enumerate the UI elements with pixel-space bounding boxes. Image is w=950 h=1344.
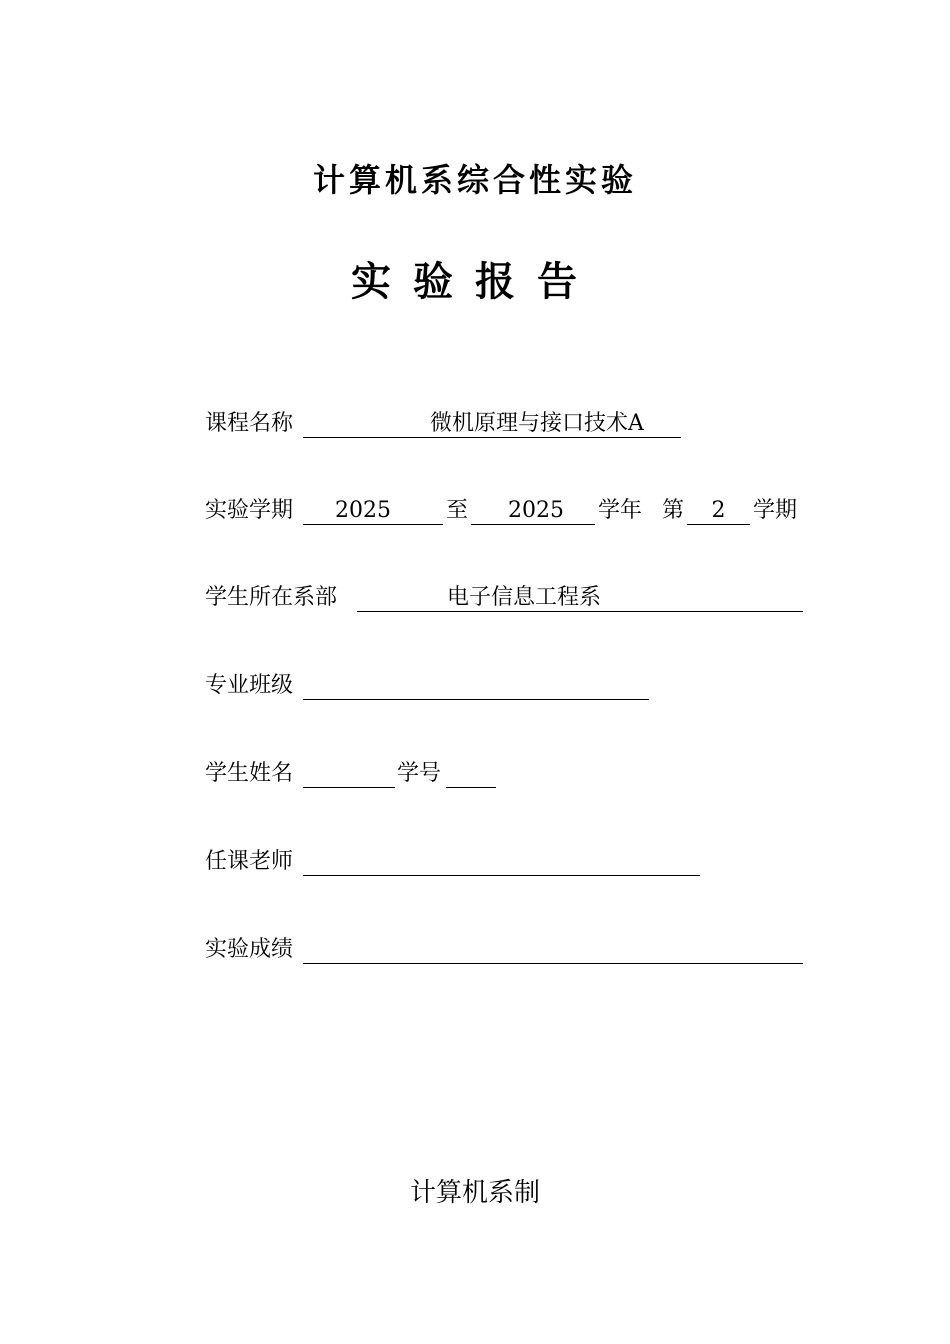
term-number-value: 2	[711, 498, 726, 523]
student-name-label: 学生姓名	[205, 761, 294, 786]
term-suffix-label: 学期	[753, 498, 798, 523]
class-row	[205, 670, 805, 702]
class-underline	[303, 699, 649, 700]
term-label: 实验学期	[205, 498, 294, 523]
term-year-label: 学年	[598, 498, 643, 523]
course-row	[205, 408, 805, 440]
grade-label: 实验成绩	[205, 937, 294, 962]
dept-label: 学生所在系部	[205, 585, 338, 610]
teacher-label: 任课老师	[205, 849, 294, 874]
grade-underline	[303, 963, 803, 964]
term-di-label: 第	[662, 498, 685, 523]
footer-issuer: 计算机系制	[409, 1178, 540, 1208]
student-row	[205, 758, 805, 790]
grade-row	[205, 934, 805, 966]
dept-row	[205, 582, 805, 614]
report-header-title: 计算机系综合性实验	[312, 161, 637, 199]
course-label: 课程名称	[205, 411, 294, 436]
course-value: 微机原理与接口技术A	[430, 411, 644, 436]
dept-value: 电子信息工程系	[447, 585, 602, 610]
term-start-value: 2025	[335, 498, 391, 523]
student-id-underline	[446, 787, 496, 788]
class-label: 专业班级	[205, 673, 294, 698]
term-row	[205, 495, 805, 527]
term-to-label: 至	[446, 498, 469, 523]
student-id-label: 学号	[397, 761, 442, 786]
report-title: 实验报告	[351, 259, 599, 305]
teacher-underline	[303, 875, 700, 876]
teacher-row	[205, 846, 805, 878]
student-name-underline	[303, 787, 395, 788]
term-end-value: 2025	[508, 498, 564, 523]
